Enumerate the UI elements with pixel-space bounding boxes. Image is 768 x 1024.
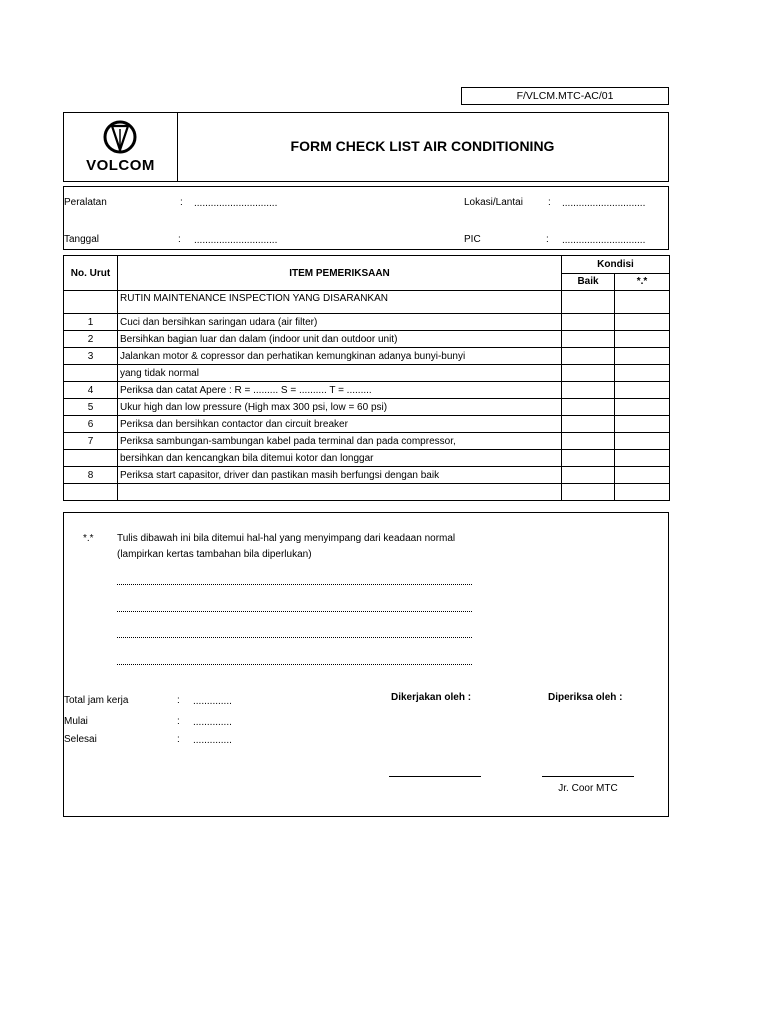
check-baik[interactable]	[562, 416, 615, 433]
row-no	[64, 365, 118, 382]
row-text: Periksa sambungan-sambungan kabel pada terminal dan pada compressor,	[118, 433, 562, 450]
row-no	[64, 450, 118, 467]
table-row	[64, 433, 670, 450]
mulai-label: Mulai	[64, 716, 88, 727]
mulai-colon: :	[177, 716, 180, 727]
row-text: RUTIN MAINTENANCE INSPECTION YANG DISARANKAN	[118, 291, 562, 314]
row-no: 3	[64, 348, 118, 365]
header-no: No. Urut	[64, 256, 118, 291]
notes-line-3[interactable]	[117, 636, 472, 638]
table-row	[64, 365, 670, 382]
row-text: Ukur high dan low pressure (High max 300 psi, low = 60 psi)	[118, 399, 562, 416]
check-baik[interactable]	[562, 348, 615, 365]
table-row	[64, 331, 670, 348]
row-text: bersihkan dan kencangkan bila ditemui kotor dan longgar	[118, 450, 562, 467]
check-baik[interactable]	[562, 433, 615, 450]
row-no: 7	[64, 433, 118, 450]
row-text: Cuci dan bersihkan saringan udara (air filter)	[118, 314, 562, 331]
table-row	[64, 399, 670, 416]
dikerjakan-label: Dikerjakan oleh :	[391, 692, 472, 703]
peralatan-colon: :	[180, 197, 183, 208]
notes-line-1[interactable]	[117, 583, 472, 585]
notes-line-4[interactable]	[117, 663, 472, 665]
check-other[interactable]	[615, 331, 670, 348]
notes-instruction-2: (lampirkan kertas tambahan bila diperlukan)	[117, 549, 312, 560]
row-no	[64, 484, 118, 501]
selesai-colon: :	[177, 734, 180, 745]
lokasi-field[interactable]: ..............................	[562, 198, 646, 209]
total-jam-colon: :	[177, 695, 180, 706]
row-no: 5	[64, 399, 118, 416]
header-baik: Baik	[562, 273, 615, 291]
header-other: *.*	[615, 273, 670, 291]
lokasi-colon: :	[548, 197, 551, 208]
table-row	[64, 348, 670, 365]
row-text	[118, 484, 562, 501]
row-no: 1	[64, 314, 118, 331]
brand-name: VOLCOM	[86, 157, 155, 174]
table-row	[64, 467, 670, 484]
check-other[interactable]	[615, 416, 670, 433]
notes-section	[63, 512, 669, 817]
row-no: 2	[64, 331, 118, 348]
check-baik[interactable]	[562, 331, 615, 348]
check-other[interactable]	[615, 382, 670, 399]
peralatan-label: Peralatan	[64, 197, 107, 208]
check-other[interactable]	[615, 399, 670, 416]
reviewer-role: Jr. Coor MTC	[558, 783, 618, 794]
total-jam-field[interactable]: ..............	[193, 696, 232, 707]
notes-marker: *.*	[83, 533, 94, 544]
table-row	[64, 382, 670, 399]
row-no: 6	[64, 416, 118, 433]
table-row	[64, 291, 670, 314]
row-text: Periksa dan catat Apere : R = ......... S = .......... T = .........	[118, 382, 562, 399]
notes-instruction: Tulis dibawah ini bila ditemui hal-hal yang menyimpang dari keadaan normal	[117, 533, 456, 544]
diperiksa-label: Diperiksa oleh :	[548, 692, 623, 703]
header-kondisi: Kondisi	[562, 256, 670, 274]
check-other[interactable]	[615, 433, 670, 450]
checklist-table	[63, 255, 670, 501]
check-other[interactable]	[615, 314, 670, 331]
check-baik[interactable]	[562, 467, 615, 484]
check-baik[interactable]	[562, 450, 615, 467]
pic-colon: :	[546, 234, 549, 245]
total-jam-label: Total jam kerja	[64, 695, 129, 706]
check-other[interactable]	[615, 450, 670, 467]
row-text: Jalankan motor & copressor dan perhatikan kemungkinan adanya bunyi-bunyi	[118, 348, 562, 365]
row-no	[64, 291, 118, 314]
check-baik[interactable]	[562, 314, 615, 331]
pic-field[interactable]: ..............................	[562, 235, 646, 246]
check-other[interactable]	[615, 291, 670, 314]
table-row	[64, 484, 670, 501]
check-other[interactable]	[615, 365, 670, 382]
form-header	[63, 112, 669, 182]
row-text: Periksa start capasitor, driver dan pastikan masih berfungsi dengan baik	[118, 467, 562, 484]
check-baik[interactable]	[562, 382, 615, 399]
table-row	[64, 450, 670, 467]
peralatan-field[interactable]: ..............................	[194, 198, 278, 209]
check-baik[interactable]	[562, 484, 615, 501]
selesai-field[interactable]: ..............	[193, 735, 232, 746]
row-no: 4	[64, 382, 118, 399]
row-text: Periksa dan bersihkan contactor dan circuit breaker	[118, 416, 562, 433]
check-other[interactable]	[615, 348, 670, 365]
lokasi-label: Lokasi/Lantai	[464, 197, 523, 208]
check-baik[interactable]	[562, 365, 615, 382]
table-row	[64, 314, 670, 331]
check-other[interactable]	[615, 467, 670, 484]
pic-label: PIC	[464, 234, 481, 245]
logo	[64, 113, 178, 181]
notes-line-2[interactable]	[117, 610, 472, 612]
dikerjakan-signature-line[interactable]	[389, 775, 481, 777]
form-code: F/VLCM.MTC-AC/01	[461, 87, 669, 105]
diperiksa-signature-line[interactable]	[542, 775, 634, 777]
check-baik[interactable]	[562, 291, 615, 314]
check-other[interactable]	[615, 484, 670, 501]
header-item: ITEM PEMERIKSAAN	[118, 256, 562, 291]
row-text: yang tidak normal	[118, 365, 562, 382]
tanggal-field[interactable]: ..............................	[194, 235, 278, 246]
tanggal-label: Tanggal	[64, 234, 100, 245]
check-baik[interactable]	[562, 399, 615, 416]
tanggal-colon: :	[178, 234, 181, 245]
page-title: FORM CHECK LIST AIR CONDITIONING	[290, 138, 555, 154]
selesai-label: Selesai	[64, 734, 97, 745]
info-section	[63, 186, 669, 250]
row-text: Bersihkan bagian luar dan dalam (indoor unit dan outdoor unit)	[118, 331, 562, 348]
table-row	[64, 416, 670, 433]
mulai-field[interactable]: ..............	[193, 717, 232, 728]
row-no: 8	[64, 467, 118, 484]
